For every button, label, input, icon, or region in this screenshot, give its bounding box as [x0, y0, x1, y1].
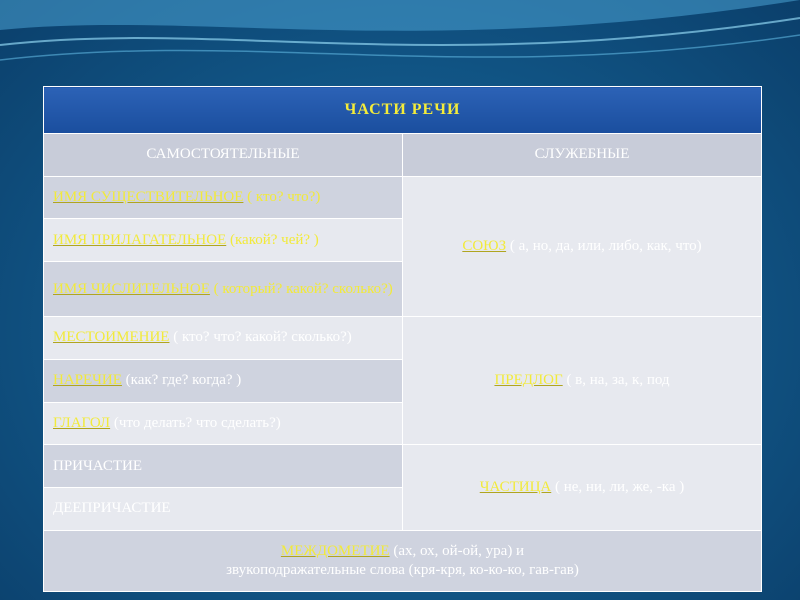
row-interjection: [44, 530, 762, 591]
examples-preposition: ( в, на, за, к, под: [562, 372, 670, 389]
examples-conjunction: ( а, но, да, или, либо, как, что): [506, 237, 702, 254]
term-participle: ПРИЧАСТИЕ: [53, 457, 143, 474]
row-participle: [44, 445, 403, 488]
term-noun: ИМЯ СУЩЕСТВИТЕЛЬНОЕ: [53, 188, 244, 205]
row-noun: [44, 176, 403, 219]
table-title: ЧАСТИ РЕЧИ: [44, 87, 762, 134]
examples-interjection: (ах, ох, ой-ой, ура) и: [389, 542, 525, 559]
term-particle: ЧАСТИЦА: [479, 479, 552, 496]
onomatopoeia-line: звукоподражательные слова (кря-кря, ко-ко-ко, гав-гав): [226, 561, 579, 578]
term-gerund: ДЕЕПРИЧАСТИЕ: [53, 500, 171, 517]
question-adjective: (какой? чей? ): [226, 231, 319, 248]
row-verb: [44, 402, 403, 445]
parts-of-speech-table: [43, 86, 762, 592]
header-independent: САМОСТОЯТЕЛЬНЫЕ: [44, 133, 403, 176]
service-particle: [403, 445, 762, 531]
question-noun: ( кто? что?): [243, 188, 321, 205]
row-adverb: [44, 359, 403, 402]
service-preposition: [403, 317, 762, 445]
row-pronoun: [44, 317, 403, 360]
service-conjunction: [403, 176, 762, 316]
term-numeral: ИМЯ ЧИСЛИТЕЛЬНОЕ: [53, 280, 210, 297]
decorative-wave: [0, 0, 800, 90]
term-conjunction: СОЮЗ: [462, 237, 507, 254]
term-pronoun: МЕСТОИМЕНИЕ: [53, 329, 170, 346]
term-interjection: МЕЖДОМЕТИЕ: [280, 542, 390, 559]
question-adverb: (как? где? когда? ): [121, 372, 242, 389]
term-adverb: НАРЕЧИЕ: [53, 372, 122, 389]
examples-particle: ( не, ни, ли, же, -ка ): [551, 479, 685, 496]
header-service: СЛУЖЕБНЫЕ: [403, 133, 762, 176]
row-adjective: [44, 219, 403, 262]
term-verb: ГЛАГОЛ: [53, 414, 111, 431]
row-gerund: [44, 488, 403, 531]
row-numeral: [44, 262, 403, 317]
term-preposition: ПРЕДЛОГ: [494, 372, 563, 389]
question-verb: (что делать? что сделать?): [110, 414, 281, 431]
question-numeral: ( который? какой? сколько?): [209, 280, 393, 297]
question-pronoun: ( кто? что? какой? сколько?): [169, 329, 352, 346]
term-adjective: ИМЯ ПРИЛАГАТЕЛЬНОЕ: [53, 231, 227, 248]
